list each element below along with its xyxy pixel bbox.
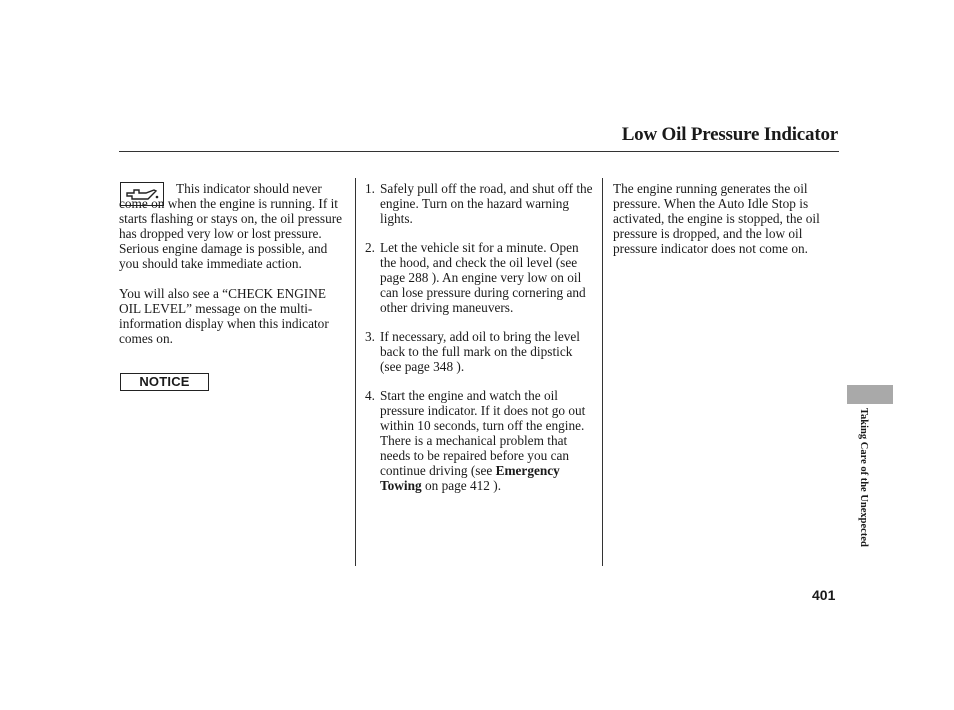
step-item [365, 329, 595, 374]
step-number: 4. [365, 388, 375, 403]
auto-idle-stop-note: The engine running generates the oil pressure. When the Auto Idle Stop is activated, the engine is stopped, the oil pressure is dropped, and the low oil pressure indicator does not come on. [613, 181, 820, 256]
step-number: 1. [365, 181, 375, 196]
step-text-end: on page 412 ). [421, 478, 502, 493]
step-text: Safely pull off the road, and shut off the engine. Turn on the hazard warning lights. [380, 181, 593, 226]
section-label: Taking Care of the Unexpected [858, 408, 869, 547]
message-description: You will also see a “CHECK ENGINE OIL LEVEL” message on the multi-information display when this indicator comes on. [119, 286, 329, 346]
column-1 [119, 181, 347, 346]
step-text: If necessary, add oil to bring the level back to the full mark on the dipstick (see page 348 ). [380, 329, 580, 374]
step-number: 2. [365, 240, 375, 255]
column-divider-2 [602, 178, 603, 566]
column-divider-1 [355, 178, 356, 566]
title-rule [119, 151, 839, 152]
step-item [365, 181, 595, 226]
step-text: Let the vehicle sit for a minute. Open the hood, and check the oil level (see page 288 ). An engine very low on oil can lose pressure during cornering and other driving maneuvers. [380, 240, 586, 315]
notice-label: NOTICE [120, 373, 209, 391]
column-2 [365, 181, 595, 507]
step-item [365, 388, 595, 493]
page-number: 401 [812, 587, 836, 603]
emergency-towing-link[interactable]: Emergency Towing [380, 463, 560, 493]
indicator-description: This indicator should never come on when the engine is running. If it starts flashing or stays on, the oil pressure has dropped very low or lost pressure. Serious engine damage is possible, and you should take immediate action. [119, 181, 343, 271]
section-tab [847, 385, 893, 404]
step-text: Start the engine and watch the oil pressure indicator. If it does not go out within 10 seconds, turn off the engine. There is a mechanical problem that needs to be repaired before you can continue driving (see [380, 388, 586, 478]
page-title: Low Oil Pressure Indicator [621, 124, 838, 145]
step-number: 3. [365, 329, 375, 344]
column-3 [613, 181, 841, 256]
step-item [365, 240, 595, 315]
